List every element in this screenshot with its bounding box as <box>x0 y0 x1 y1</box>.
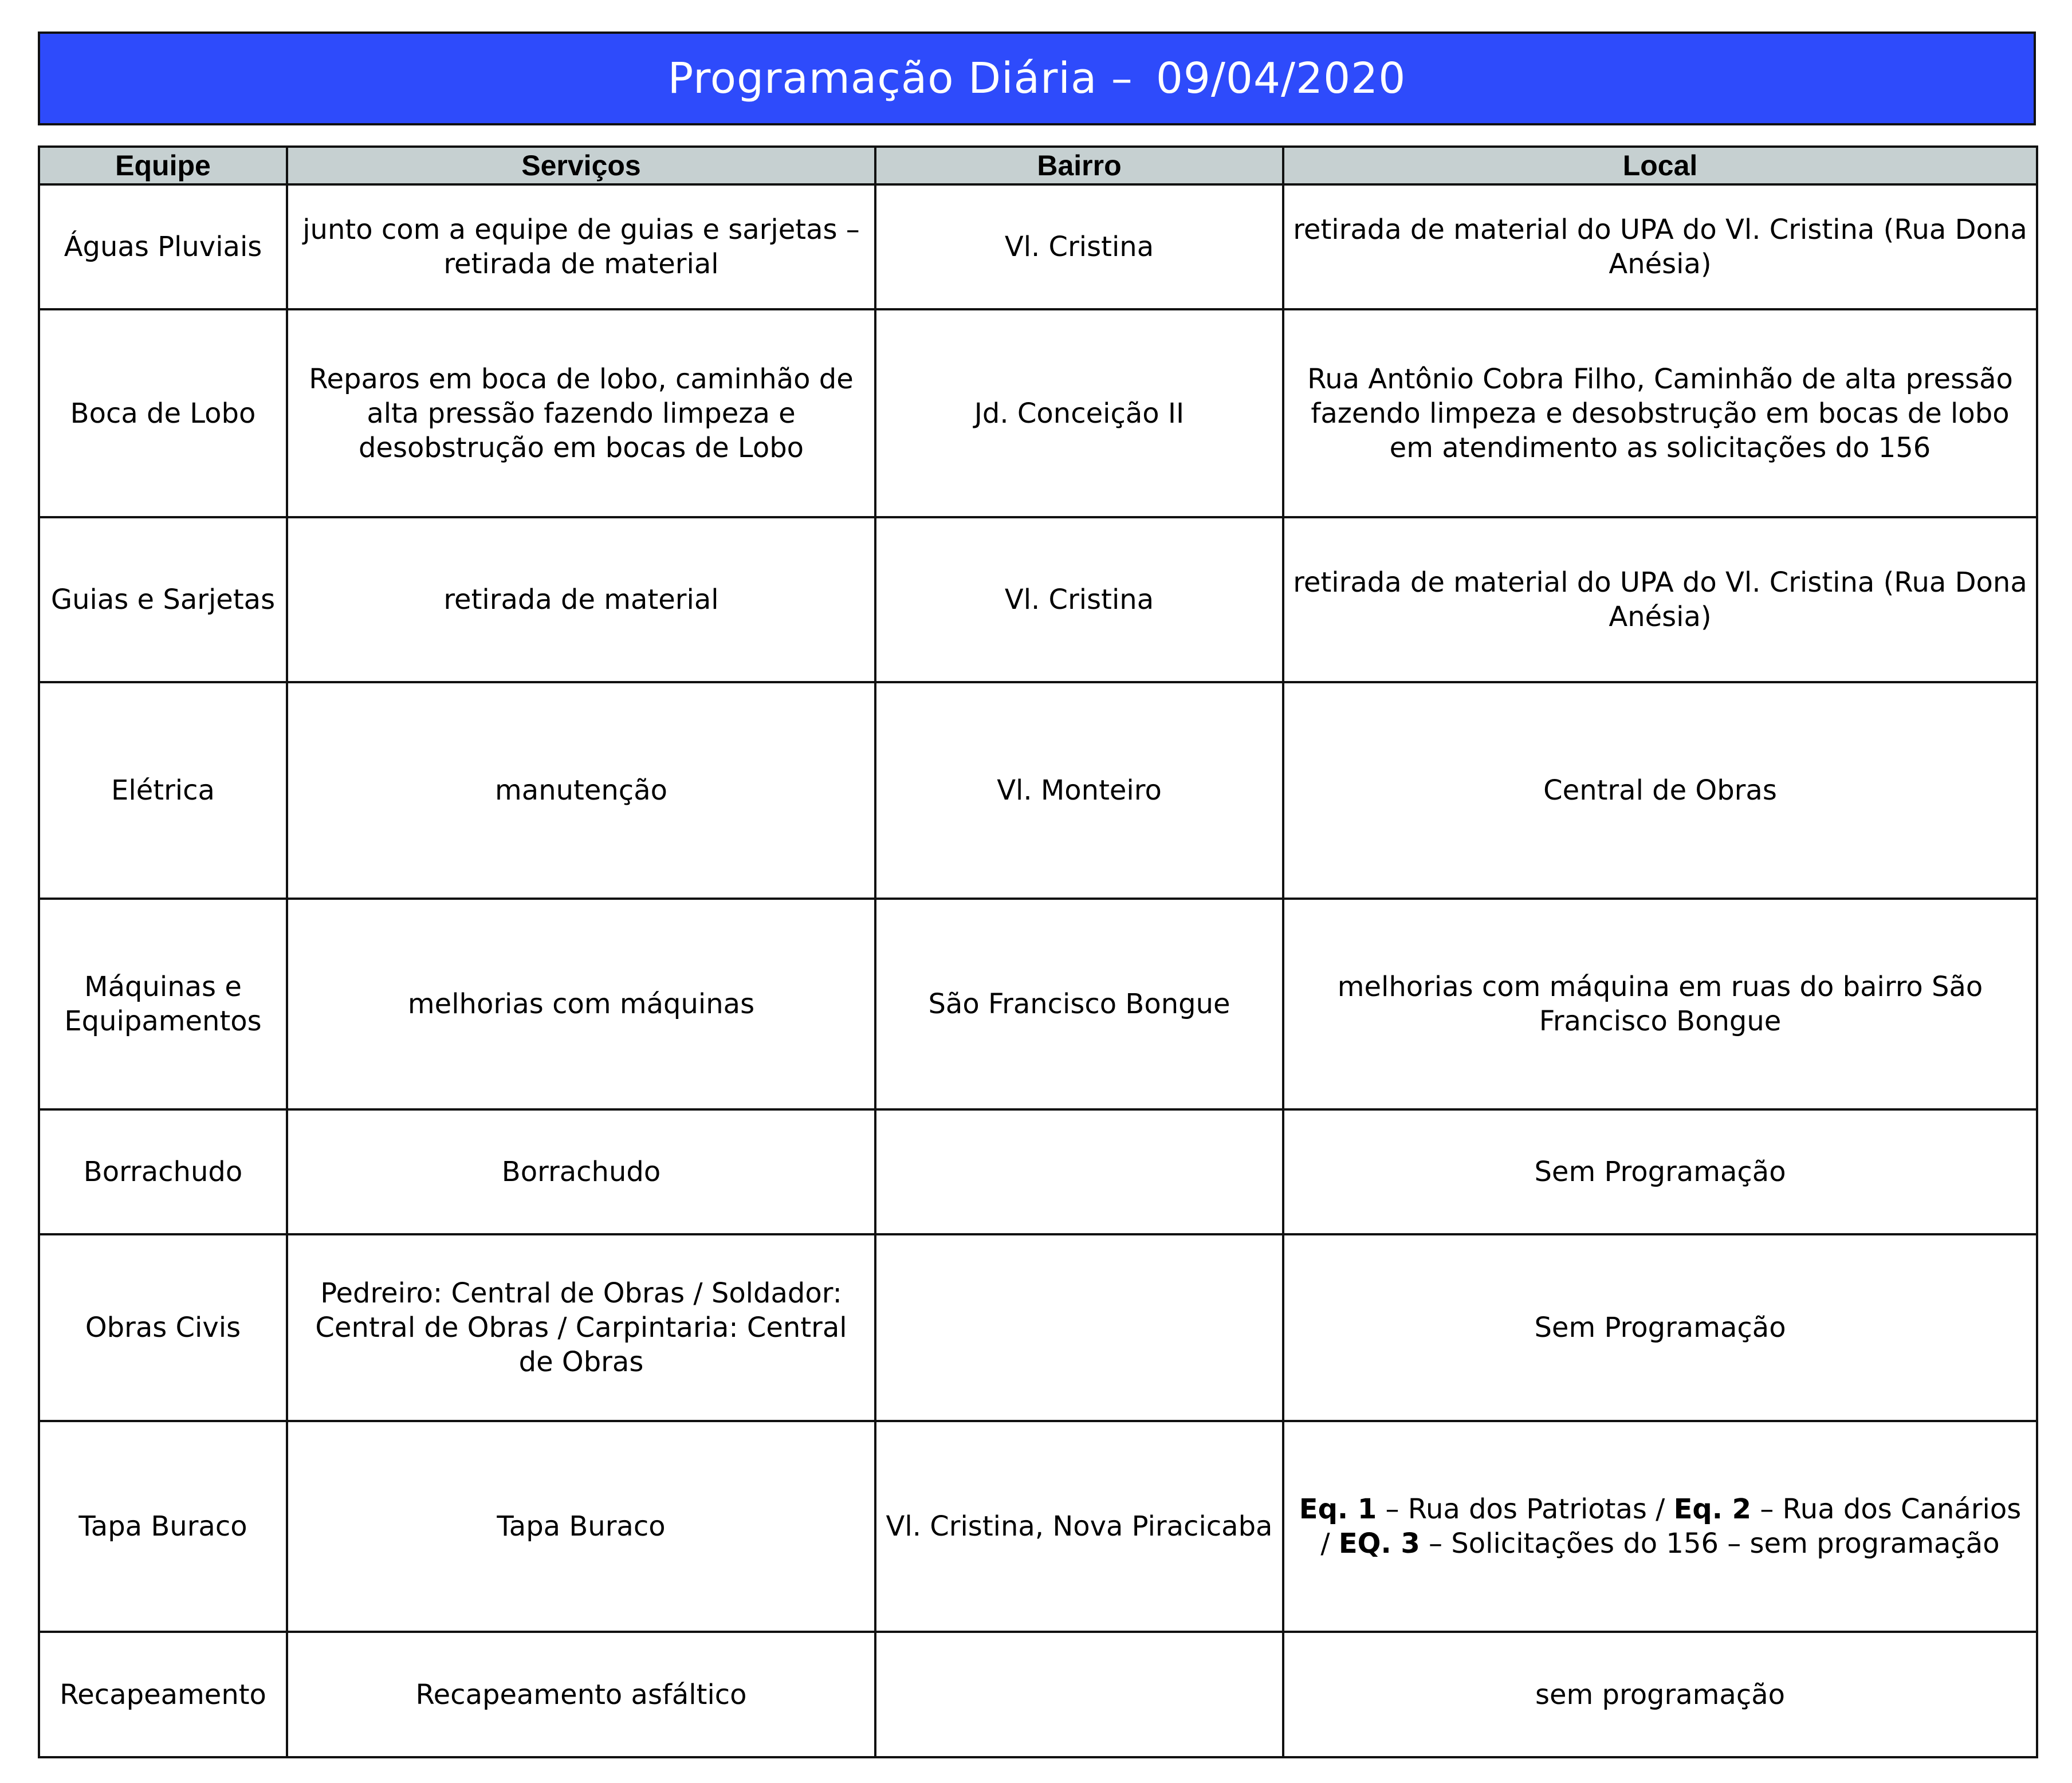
eq3-text: – Solicitações do 156 – sem programação <box>1420 1528 2000 1560</box>
schedule-table <box>38 145 2038 1758</box>
cell-local: sem programação <box>1283 1632 2037 1757</box>
cell-equipe: Tapa Buraco <box>39 1421 287 1632</box>
cell-servicos: retirada de material <box>287 517 875 682</box>
cell-equipe: Recapeamento <box>39 1632 287 1757</box>
cell-servicos: Tapa Buraco <box>287 1421 875 1632</box>
cell-bairro: Vl. Cristina <box>875 517 1283 682</box>
page-date: 09/04/2020 <box>1155 54 1406 103</box>
col-header-local: Local <box>1283 147 2037 184</box>
cell-servicos: junto com a equipe de guias e sarjetas – retirada de material <box>287 184 875 309</box>
cell-local: Rua Antônio Cobra Filho, Caminhão de alta pressão fazendo limpeza e desobstrução em bocas de lobo em atendimento as solicitações do 156 <box>1283 309 2037 517</box>
page-title: Programação Diária – <box>667 54 1133 103</box>
cell-servicos: Pedreiro: Central de Obras / Soldador: Central de Obras / Carpintaria: Central de Obras <box>287 1234 875 1421</box>
cell-local: Central de Obras <box>1283 682 2037 899</box>
eq2-label: Eq. 2 <box>1673 1493 1752 1525</box>
cell-bairro: Vl. Cristina <box>875 184 1283 309</box>
table-row <box>39 899 2037 1109</box>
cell-equipe: Máquinas e Equipamentos <box>39 899 287 1109</box>
col-header-bairro: Bairro <box>875 147 1283 184</box>
cell-equipe: Elétrica <box>39 682 287 899</box>
cell-servicos: Recapeamento asfáltico <box>287 1632 875 1757</box>
eq1-label: Eq. 1 <box>1299 1493 1377 1525</box>
cell-equipe: Guias e Sarjetas <box>39 517 287 682</box>
cell-servicos: melhorias com máquinas <box>287 899 875 1109</box>
eq2-text: – Rua dos Canários / <box>1320 1493 2022 1560</box>
table-row <box>39 1234 2037 1421</box>
cell-equipe: Obras Civis <box>39 1234 287 1421</box>
cell-servicos: Borrachudo <box>287 1109 875 1234</box>
cell-bairro: Vl. Cristina, Nova Piracicaba <box>875 1421 1283 1632</box>
cell-bairro <box>875 1632 1283 1757</box>
cell-servicos: Reparos em boca de lobo, caminhão de alta pressão fazendo limpeza e desobstrução em bocas de Lobo <box>287 309 875 517</box>
eq3-label: EQ. 3 <box>1338 1528 1420 1560</box>
table-row <box>39 1632 2037 1757</box>
cell-local: melhorias com máquina em ruas do bairro São Francisco Bongue <box>1283 899 2037 1109</box>
table-row <box>39 184 2037 309</box>
cell-bairro <box>875 1109 1283 1234</box>
cell-local: retirada de material do UPA do Vl. Cristina (Rua Dona Anésia) <box>1283 517 2037 682</box>
cell-bairro <box>875 1234 1283 1421</box>
cell-equipe: Águas Pluviais <box>39 184 287 309</box>
cell-bairro: Jd. Conceição II <box>875 309 1283 517</box>
table-row <box>39 1109 2037 1234</box>
cell-bairro: São Francisco Bongue <box>875 899 1283 1109</box>
eq1-text: – Rua dos Patriotas / <box>1377 1493 1674 1525</box>
cell-local: Sem Programação <box>1283 1234 2037 1421</box>
header-row <box>39 147 2037 184</box>
table-row <box>39 682 2037 899</box>
cell-bairro: Vl. Monteiro <box>875 682 1283 899</box>
cell-equipe: Boca de Lobo <box>39 309 287 517</box>
cell-equipe: Borrachudo <box>39 1109 287 1234</box>
table-row <box>39 517 2037 682</box>
col-header-equipe: Equipe <box>39 147 287 184</box>
page-title-banner <box>38 32 2036 125</box>
table-row <box>39 309 2037 517</box>
cell-servicos: manutenção <box>287 682 875 899</box>
table-row <box>39 1421 2037 1632</box>
col-header-servicos: Serviços <box>287 147 875 184</box>
cell-local: retirada de material do UPA do Vl. Cristina (Rua Dona Anésia) <box>1283 184 2037 309</box>
cell-local <box>1283 1421 2037 1632</box>
cell-local: Sem Programação <box>1283 1109 2037 1234</box>
